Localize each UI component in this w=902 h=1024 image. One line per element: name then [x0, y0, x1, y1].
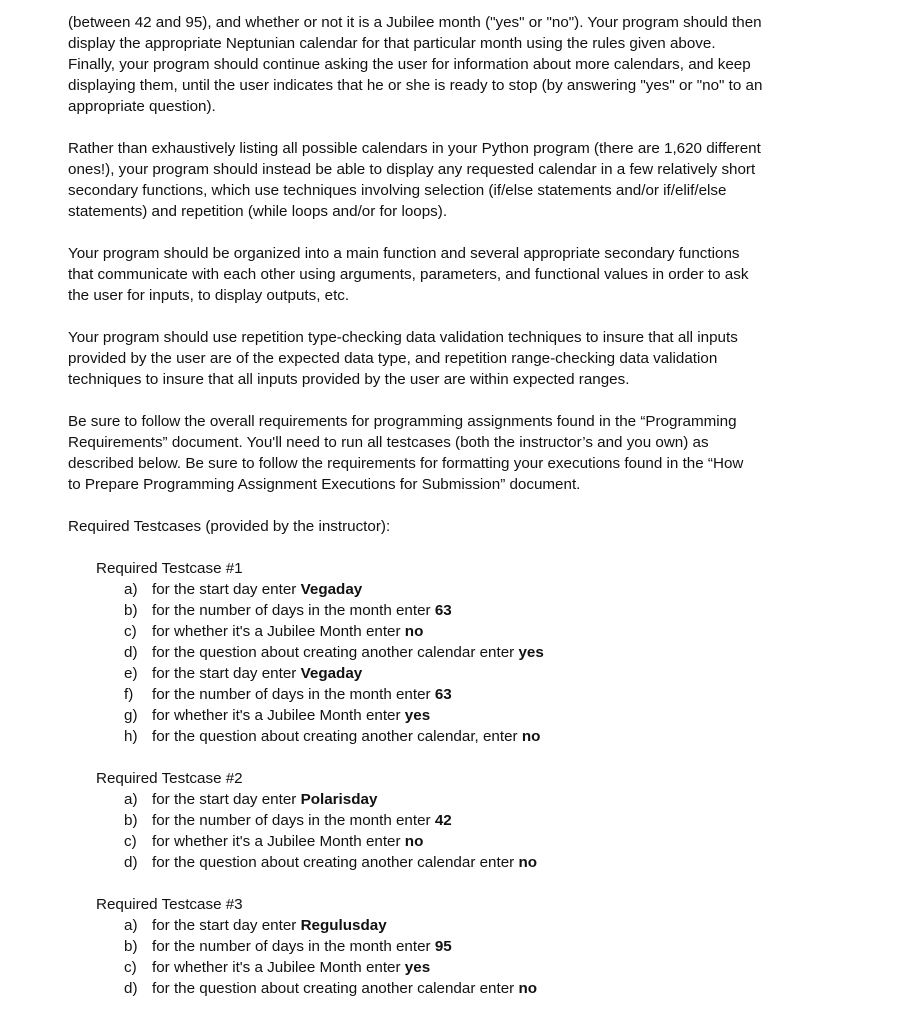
- step-marker: d): [124, 980, 138, 997]
- step-value: Vegaday: [300, 665, 363, 682]
- paragraph-line: provided by the user are of the expected data type, and repetition range-checking data validation: [68, 350, 718, 367]
- step-text: for the start day enter: [152, 791, 301, 808]
- step-text: for whether it's a Jubilee Month enter: [152, 623, 405, 640]
- step-value: 63: [434, 686, 452, 703]
- testcase-step: [96, 726, 848, 747]
- document-page: [68, 12, 848, 1020]
- step-text: for the start day enter: [152, 665, 301, 682]
- testcase-step: [96, 810, 848, 831]
- paragraph-line: to Prepare Programming Assignment Executions for Submission” document.: [68, 476, 581, 493]
- paragraph-line: that communicate with each other using arguments, parameters, and functional values in order to ask: [68, 266, 749, 283]
- paragraph-secondary-functions: [68, 138, 848, 222]
- step-value: yes: [404, 707, 431, 724]
- step-value: Polarisday: [300, 791, 378, 808]
- paragraph-line: techniques to insure that all inputs provided by the user are within expected ranges.: [68, 371, 630, 388]
- paragraph-input-description: [68, 12, 848, 117]
- step-marker: b): [124, 812, 138, 829]
- paragraph-line: Requirements” document. You'll need to run all testcases (both the instructor’s and you own) as: [68, 434, 709, 451]
- paragraph-line: Your program should be organized into a main function and several appropriate secondary functions: [68, 245, 740, 262]
- testcase-step: [96, 915, 848, 936]
- step-marker: d): [124, 854, 138, 871]
- paragraph-line: Your program should use repetition type-checking data validation techniques to insure that all inputs: [68, 329, 738, 346]
- step-value: Vegaday: [300, 581, 363, 598]
- paragraph-requirements-note: [68, 411, 848, 495]
- testcase-step: [96, 600, 848, 621]
- step-text: for the start day enter: [152, 917, 301, 934]
- testcase-title: Required Testcase #1: [96, 560, 243, 577]
- testcase-step: [96, 852, 848, 873]
- step-marker: f): [124, 686, 134, 703]
- testcase-title: Required Testcase #3: [96, 896, 243, 913]
- step-text: for the question about creating another calendar enter: [152, 644, 519, 661]
- testcase-1: [96, 558, 848, 747]
- step-text: for whether it's a Jubilee Month enter: [152, 833, 405, 850]
- testcase-step: [96, 621, 848, 642]
- paragraph-data-validation: [68, 327, 848, 390]
- testcase-steps: [96, 915, 848, 999]
- testcase-step: [96, 978, 848, 999]
- step-marker: a): [124, 791, 138, 808]
- paragraph-line: ones!), your program should instead be able to display any requested calendar in a few relatively short: [68, 161, 756, 178]
- step-value: no: [518, 980, 537, 997]
- testcase-step: [96, 642, 848, 663]
- step-marker: c): [124, 959, 137, 976]
- step-text: for the start day enter: [152, 581, 301, 598]
- paragraph-line: Rather than exhaustively listing all possible calendars in your Python program (there are 1,620 different: [68, 140, 761, 157]
- step-value: no: [521, 728, 541, 745]
- testcase-step: [96, 957, 848, 978]
- testcase-3: [96, 894, 848, 999]
- testcase-step: [96, 705, 848, 726]
- step-value: 95: [434, 938, 452, 955]
- step-text: for the question about creating another calendar enter: [152, 854, 519, 871]
- paragraph-line: Finally, your program should continue asking the user for information about more calendars, and keep: [68, 56, 751, 73]
- paragraph-line: display the appropriate Neptunian calendar for that particular month using the rules given above.: [68, 35, 716, 52]
- step-marker: e): [124, 665, 138, 682]
- testcase-title: Required Testcase #2: [96, 770, 243, 787]
- paragraph-line: described below. Be sure to follow the requirements for formatting your executions found in the “How: [68, 455, 744, 472]
- paragraph-line: displaying them, until the user indicates that he or she is ready to stop (by answering "yes" or "no" to an: [68, 77, 763, 94]
- step-value: 63: [434, 602, 452, 619]
- step-marker: a): [124, 581, 138, 598]
- step-marker: c): [124, 623, 137, 640]
- step-marker: g): [124, 707, 138, 724]
- step-text: for whether it's a Jubilee Month enter: [152, 959, 405, 976]
- testcase-steps: [96, 579, 848, 747]
- paragraph-line: Be sure to follow the overall requirements for programming assignments found in the “Programming: [68, 413, 737, 430]
- paragraph-program-organization: [68, 243, 848, 306]
- step-marker: b): [124, 602, 138, 619]
- testcase-step: [96, 684, 848, 705]
- testcase-step: [96, 663, 848, 684]
- step-value: no: [518, 854, 537, 871]
- step-text: for the number of days in the month enter: [152, 938, 435, 955]
- step-value: 42: [434, 812, 452, 829]
- step-text: for the question about creating another calendar, enter: [152, 728, 522, 745]
- step-value: no: [404, 623, 424, 640]
- step-marker: a): [124, 917, 138, 934]
- required-testcases-heading: Required Testcases (provided by the instructor):: [68, 518, 391, 535]
- testcase-step: [96, 831, 848, 852]
- step-marker: c): [124, 833, 137, 850]
- testcase-step: [96, 789, 848, 810]
- paragraph-line: secondary functions, which use techniques involving selection (if/else statements and/or if/elif/else: [68, 182, 727, 199]
- step-text: for the number of days in the month enter: [152, 686, 435, 703]
- step-value: no: [404, 833, 424, 850]
- step-text: for the number of days in the month enter: [152, 602, 435, 619]
- step-value: yes: [404, 959, 431, 976]
- testcase-step: [96, 579, 848, 600]
- testcase-step: [96, 936, 848, 957]
- step-marker: b): [124, 938, 138, 955]
- paragraph-line: the user for inputs, to display outputs, etc.: [68, 287, 350, 304]
- paragraph-line: appropriate question).: [68, 98, 216, 115]
- step-marker: d): [124, 644, 138, 661]
- step-text: for the question about creating another calendar enter: [152, 980, 519, 997]
- testcase-steps: [96, 789, 848, 873]
- paragraph-line: (between 42 and 95), and whether or not it is a Jubilee month ("yes" or "no"). Your program should then: [68, 14, 762, 31]
- step-value: yes: [518, 644, 544, 661]
- testcase-2: [96, 768, 848, 873]
- step-text: for whether it's a Jubilee Month enter: [152, 707, 405, 724]
- step-text: for the number of days in the month enter: [152, 812, 435, 829]
- step-value: Regulusday: [300, 917, 387, 934]
- paragraph-line: statements) and repetition (while loops and/or for loops).: [68, 203, 448, 220]
- step-marker: h): [124, 728, 138, 745]
